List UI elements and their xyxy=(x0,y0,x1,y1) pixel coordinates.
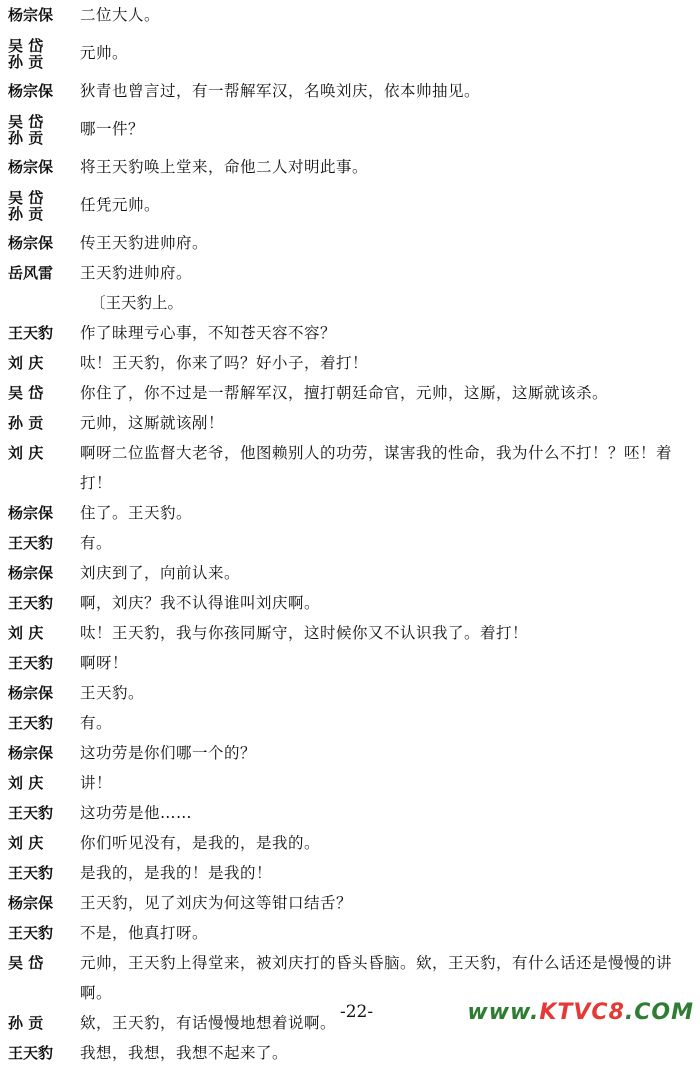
dialogue-line xyxy=(8,1038,694,1068)
dialogue-text: 元帅。 xyxy=(80,44,129,62)
dialogue-text: 传王天豹进帅府。 xyxy=(80,234,209,252)
dialogue-line xyxy=(8,948,694,1008)
dialogue-text: 有。 xyxy=(80,714,113,732)
dialogue-line xyxy=(8,182,694,228)
speaker-name: 王天豹 xyxy=(8,924,54,942)
dialogue-text: 狄青也曾言过，有一帮解军汉，名唤刘庆，依本帅抽见。 xyxy=(80,82,481,100)
dialogue-text: 啊，刘庆？我不认得谁叫刘庆啊。 xyxy=(80,594,321,612)
dialogue-text: 这功劳是你们哪一个的？ xyxy=(80,744,257,762)
dialogue-line xyxy=(8,678,694,708)
speaker-name: 王天豹 xyxy=(8,1044,54,1062)
watermark-part: KTVC8 xyxy=(539,1000,625,1025)
dialogue-line xyxy=(8,438,694,498)
dialogue-text: 作了昧理亏心事，不知苍天容不容？ xyxy=(80,324,337,342)
dialogue-line xyxy=(8,588,694,618)
dialogue-line xyxy=(8,738,694,768)
dialogue-line xyxy=(8,348,694,378)
dialogue-line xyxy=(8,106,694,152)
speaker-name: 吴 岱 xyxy=(8,954,44,972)
dialogue-line xyxy=(8,558,694,588)
dialogue-text: 王天豹，见了刘庆为何这等钳口结舌？ xyxy=(80,894,353,912)
dialogue-text: 住了。王天豹。 xyxy=(80,504,193,522)
speaker-name: 杨宗保 xyxy=(8,234,54,252)
dialogue-line xyxy=(8,618,694,648)
dialogue-text: 王天豹。 xyxy=(80,684,145,702)
dialogue-line xyxy=(8,318,694,348)
page-footer xyxy=(0,1000,700,1025)
dialogue-text: 任凭元帅。 xyxy=(80,196,161,214)
speaker-name: 王天豹 xyxy=(8,804,54,822)
speaker-name: 刘 庆 xyxy=(8,834,44,852)
speaker-name: 孙 贡 xyxy=(8,53,44,71)
dialogue-line xyxy=(8,648,694,678)
speaker-name: 杨宗保 xyxy=(8,564,54,582)
dialogue-line xyxy=(8,528,694,558)
dialogue-line xyxy=(8,828,694,858)
dialogue-line xyxy=(8,858,694,888)
dialogue-text: 啊呀！ xyxy=(80,654,129,672)
dialogue-text: 这功劳是他…… xyxy=(80,804,193,822)
dialogue-text: 我想，我想，我想不起来了。 xyxy=(80,1044,289,1062)
dialogue-text: 元帅，这厮就该剐！ xyxy=(80,414,225,432)
dialogue-line xyxy=(8,0,694,30)
dialogue-line xyxy=(8,258,694,288)
speaker-name: 刘 庆 xyxy=(8,624,44,642)
dialogue-text: 呔！王天豹，我与你孩同厮守，这时候你又不认识我了。着打！ xyxy=(80,624,529,642)
dialogue-text: 二位大人。 xyxy=(80,6,161,24)
speaker-name: 王天豹 xyxy=(8,864,54,882)
speaker-name: 孙 贡 xyxy=(8,1014,44,1032)
speaker-name: 刘 庆 xyxy=(8,354,44,372)
dialogue-line xyxy=(8,498,694,528)
dialogue-line xyxy=(8,408,694,438)
dialogue-text: 你们听见没有，是我的，是我的。 xyxy=(80,834,321,852)
dialogue-text: 有。 xyxy=(80,534,113,552)
dialogue-text: 呔！王天豹，你来了吗？好小子，着打！ xyxy=(80,354,369,372)
dialogue-text: 啊呀二位监督大老爷，他图赖别人的功劳，谋害我的性命，我为什么不打！？呸！着打！ xyxy=(80,444,673,492)
watermark-part: www. xyxy=(467,1000,540,1025)
dialogue-text: 是我的，是我的！是我的！ xyxy=(80,864,273,882)
speaker-name: 孙 贡 xyxy=(8,414,44,432)
dialogue-line xyxy=(8,30,694,76)
script-body xyxy=(8,0,694,1068)
speaker-name: 王天豹 xyxy=(8,714,54,732)
dialogue-text: 王天豹进帅府。 xyxy=(80,264,193,282)
dialogue-line xyxy=(8,76,694,106)
dialogue-line xyxy=(8,798,694,828)
watermark-part: .COM xyxy=(624,1000,694,1025)
dialogue-text: 讲！ xyxy=(80,774,113,792)
speaker-name: 吴 岱 xyxy=(8,189,44,207)
speaker-name: 杨宗保 xyxy=(8,894,54,912)
stage-direction: 〔王天豹上。 xyxy=(90,294,184,312)
dialogue-line xyxy=(8,888,694,918)
dialogue-line xyxy=(8,228,694,258)
speaker-name: 杨宗保 xyxy=(8,82,54,100)
speaker-name: 杨宗保 xyxy=(8,684,54,702)
speaker-name: 刘 庆 xyxy=(8,774,44,792)
speaker-name: 杨宗保 xyxy=(8,504,54,522)
speaker-name: 王天豹 xyxy=(8,324,54,342)
dialogue-text: 不是，他真打呀。 xyxy=(80,924,209,942)
dialogue-line xyxy=(8,768,694,798)
dialogue-text: 欸，王天豹，有话慢慢地想着说啊。 xyxy=(80,1014,337,1032)
dialogue-text: 刘庆到了，向前认来。 xyxy=(80,564,241,582)
dialogue-text: 哪一件？ xyxy=(80,120,145,138)
dialogue-line xyxy=(8,918,694,948)
speaker-name: 孙 贡 xyxy=(8,129,44,147)
speaker-name: 孙 贡 xyxy=(8,205,44,223)
dialogue-line xyxy=(8,152,694,182)
site-watermark xyxy=(467,1000,694,1025)
speaker-name: 王天豹 xyxy=(8,654,54,672)
speaker-pair xyxy=(8,188,80,222)
speaker-name: 吴 岱 xyxy=(8,113,44,131)
speaker-name: 吴 岱 xyxy=(8,384,44,402)
speaker-name: 吴 岱 xyxy=(8,37,44,55)
dialogue-text: 将王天豹唤上堂来，命他二人对明此事。 xyxy=(80,158,369,176)
speaker-name: 刘 庆 xyxy=(8,444,44,462)
speaker-name: 杨宗保 xyxy=(8,744,54,762)
speaker-pair xyxy=(8,112,80,146)
dialogue-text: 你住了，你不过是一帮解军汉，擅打朝廷命官，元帅，这厮，这厮就该杀。 xyxy=(80,384,609,402)
speaker-name: 岳风雷 xyxy=(8,264,54,282)
speaker-pair xyxy=(8,36,80,70)
dialogue-line xyxy=(8,378,694,408)
page-number: -22- xyxy=(340,1002,374,1022)
speaker-name: 杨宗保 xyxy=(8,6,54,24)
speaker-name: 王天豹 xyxy=(8,594,54,612)
dialogue-text: 元帅，王天豹上得堂来，被刘庆打的昏头昏脑。欸，王天豹，有什么话还是慢慢的讲啊。 xyxy=(80,954,673,1002)
speaker-name: 杨宗保 xyxy=(8,158,54,176)
dialogue-line xyxy=(8,708,694,738)
speaker-name: 王天豹 xyxy=(8,534,54,552)
